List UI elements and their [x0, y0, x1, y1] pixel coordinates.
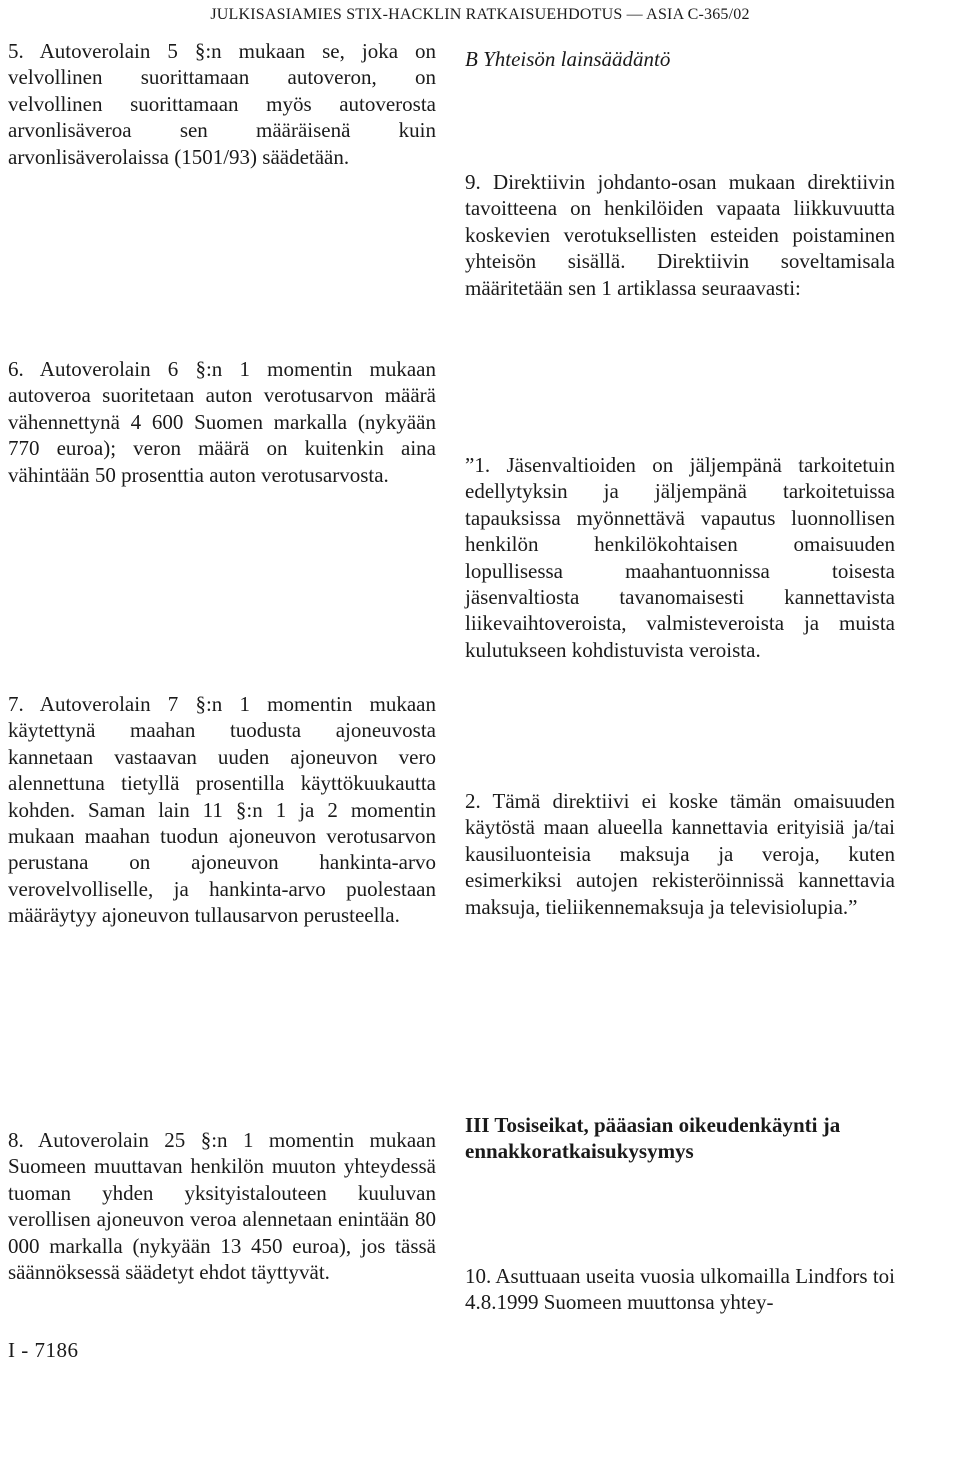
paragraph-10: 10. Asuttuaan useita vuosia ulkomailla Lindfors toi 4.8.1999 Suomeen muuttonsa yhtey-	[465, 1264, 895, 1315]
paragraph-5: 5. Autoverolain 5 §:n mukaan se, joka on velvollinen suorittamaan autoveron, on velvollinen suorittamaan myös autoverosta arvonlisäveroa sen määräisenä kuin arvonlisäverolaissa (1501/93) säädetään.	[8, 39, 436, 169]
paragraph-7: 7. Autoverolain 7 §:n 1 momentin mukaan käytettynä maahan tuodusta ajoneuvosta kannetaan vastaavan uuden ajoneuvon vero alennettuna tietyllä prosentilla käyttökuukautta kohden. Saman lain 11 §:n 1 ja 2 momentin mukaan maahan tuodun ajoneuvon verotusarvon perustana on ajoneuvon hankinta-arvo verovelvolliselle, ja hankinta-arvo puolestaan määräytyy ajoneuvon tullausarvon perusteella.	[8, 692, 436, 928]
paragraph-8: 8. Autoverolain 25 §:n 1 momentin mukaan Suomeen muuttavan henkilön muuton yhteydessä tuoman yhden yksityistalouteen kuuluvan verollisen ajoneuvon veroa alennetaan enintään 80 000 markalla (nykyään 13 450 euroa), jos tässä säännöksessä säädetyt ehdot täyttyvät.	[8, 1128, 436, 1285]
running-header: JULKISASIAMIES STIX-HACKLIN RATKAISUEHDOTUS — ASIA C-365/02	[210, 6, 750, 23]
quote-article-1-paragraph-2: 2. Tämä direktiivi ei koske tämän omaisuuden käytöstä maan alueella kannettavia erityisiä ja/tai kausiluonteisia maksuja ja veroja, kuten esimerkiksi autojen rekisteröinnissä kannettavia maksuja, tieliikennemaksuja ja televisiolupia.”	[465, 789, 895, 919]
section-b-heading: B Yhteisön lainsäädäntö	[465, 47, 671, 71]
paragraph-6: 6. Autoverolain 6 §:n 1 momentin mukaan autoveroa suoritetaan auton verotusarvon määrä vähennettynä 4 600 Suomen markalla (nykyään 770 euroa); veron määrä on kuitenkin aina vähintään 50 prosenttia auton verotusarvosta.	[8, 357, 436, 487]
paragraph-9: 9. Direktiivin johdanto-osan mukaan direktiivin tavoitteena on henkilöiden vapaata liikkuvuutta koskevien verotuksellisten esteiden poistaminen yhteisön sisällä. Direktiivin soveltamisala määritetään sen 1 artiklassa seuraavasti:	[465, 170, 895, 300]
page-number: I - 7186	[8, 1338, 79, 1362]
section-iii-heading: III Tosiseikat, pääasian oikeudenkäynti ja ennakkoratkaisukysymys	[465, 1113, 841, 1164]
quote-article-1-paragraph-1: ”1. Jäsenvaltioiden on jäljempänä tarkoitetuin edellytyksin ja jäljempänä tarkoitetuissa tapauksissa myönnettävä vapautus luonnollisen henkilön henkilökohtaisen omaisuuden lopullisessa maahantuonnissa toisesta jäsenvaltiosta tavanomaisesti kannettavista liikevaihtoveroista, valmisteveroista ja muista kulutukseen kohdistuvista veroista.	[465, 453, 895, 662]
